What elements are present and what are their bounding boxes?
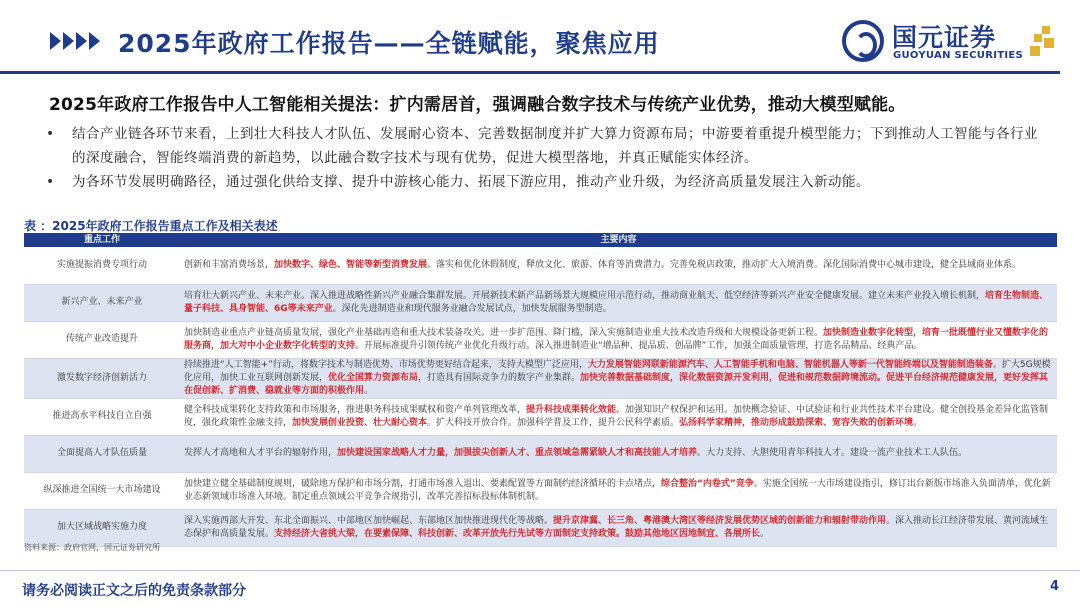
page-number: 4 (1050, 579, 1060, 594)
content-text: 持续推进“人工智能+”行动，将数字技术与制造优势、市场优势更好结合起来，支持大模型广泛应用， (184, 359, 588, 370)
row-key-work: 传统产业改造提升 (24, 321, 180, 358)
section-subtitle: 2025年政府工作报告中人工智能相关提法：扩内需居首，强调融合数字技术与传统产业优势，推动大模型赋能。 (49, 95, 906, 115)
row-key-work: 全面提高人才队伍质量 (24, 435, 180, 472)
highlighted-text: 培育生物制造、量子科技、具身智能、6G等未来产业 (184, 290, 1049, 314)
footer-divider (0, 570, 1080, 571)
row-main-content (180, 358, 1057, 398)
row-key-work: 加大区域战略实施力度 (24, 509, 180, 546)
content-text: 。 (913, 417, 923, 428)
table-row (24, 435, 1057, 472)
table-caption: 表 ：2025年政府工作报告重点工作及相关表述 (24, 219, 278, 233)
content-text: 培育壮大新兴产业、未来产业。深入推进战略性新兴产业融合集群发展。开展新技术新产品新场景大规模应用示范行动，推动商业航天、低空经济等新兴产业安全健康发展。建立未来产业投入增长机制， (184, 290, 986, 301)
content-text: 。大力支持、大胆使用青年科技人才。建设一流产业技术工人队伍。 (697, 448, 968, 458)
header-divider (0, 71, 1060, 74)
row-main-content (180, 284, 1057, 321)
highlighted-text: 加快制造业数字化转型，培育一批既懂行业又懂数字化的服务商，加大对中小企业数字化转型的支持 (184, 327, 1049, 351)
table-row (24, 398, 1057, 435)
table-row (24, 284, 1057, 321)
table-row (24, 472, 1057, 509)
content-text: 加快制造业重点产业链高质量发展，强化产业基础再造和重大技术装备攻关。进一步扩范围、降门槛，深入实施制造业重大技术改造升级和大规模设备更新工程。 (184, 327, 824, 338)
source-note: 资料来源：政府官网、国元证券研究所 (24, 543, 160, 552)
content-text: 。落实和优化休假制度，释放文化、旅游、体育等消费潜力。完善免税店政策，推动扩大入境消费。深化国际消费中心城市建设，健全县域商业体系。 (427, 259, 1022, 270)
content-text: 。 (760, 528, 770, 539)
content-text: 。扩大科技开放合作。加强科学普及工作，提升公民科学素质。 (427, 417, 680, 428)
page-title: 2025年政府工作报告——全链赋能，聚焦应用 (118, 29, 660, 58)
row-main-content (180, 509, 1057, 546)
row-main-content (180, 247, 1057, 284)
table-row (24, 247, 1057, 284)
highlighted-text: 优化全国算力资源布局 (328, 372, 419, 383)
row-main-content (180, 321, 1057, 358)
highlighted-text: 弘扬科学家精神，推动形成鼓励探索、宽容失败的创新环境 (679, 417, 914, 428)
content-text: 。实施全国统一大市场建设指引，修订出台新版市场准入负面清单，优化新业态新领域市场准入环境。制定重点领域公平竞争合规指引，改革完善招标投标体制机制。 (184, 478, 1051, 502)
table-row (24, 358, 1057, 398)
highlighted-text: 加快建设国家战略人才力量，加强拔尖创新人才、重点领域急需紧缺人才和高技能人才培养 (337, 448, 698, 458)
row-key-work: 推进高水平科技自立自强 (24, 398, 180, 435)
company-logo (842, 16, 1057, 66)
row-key-work: 纵深推进全国统一大市场建设 (24, 472, 180, 509)
logo-english-name: GUOYUAN SECURITIES (893, 50, 1024, 61)
row-key-work: 新兴产业、未来产业 (24, 284, 180, 321)
highlighted-text: 提升京津冀、长三角、粤港澳大湾区等经济发展优势区域的创新能力和辐射带动作用 (553, 515, 887, 526)
content-text: 深入实施西部大开发、东北全面振兴、中部地区加快崛起、东部地区加快推进现代化等战略。 (184, 515, 554, 526)
disclaimer-text: 请务必阅读正文之后的免责条款部分 (22, 583, 246, 599)
content-text: 发挥人才高地和人才平台的辐射作用， (184, 448, 338, 458)
highlighted-text: 加快数字、绿色、智能等新型消费发展 (274, 259, 428, 270)
content-text: 。加强知识产权保护和运用。加快概念验证、中试验证和行业共性技术平台建设。健全创投基金差异化监管制度，强化政策性金融支持， (184, 404, 1049, 428)
content-text: 。开展标准提升引领传统产业优化升级行动。深入推进制造业“增品种、提品质、创品牌”工作，加强全面质量管理，打造名品精品、经典产品。 (355, 340, 923, 351)
highlighted-text: 提升科技成果转化效能 (526, 404, 617, 415)
row-main-content (180, 435, 1057, 472)
highlighted-text: 加快发展创业投资、壮大耐心资本 (292, 417, 428, 428)
logo-emblem-icon (842, 20, 884, 62)
chevron-arrows-icon (50, 32, 102, 50)
highlighted-text: 加快完善数据基础制度，深化数据资源开发利用，促进和规范数据跨境流动。促进平台经济规范健康发展，更好发挥其在促创新、扩消费、稳就业等方面的积极作用 (184, 372, 1049, 396)
highlighted-text: 综合整治“内卷式”竞争 (661, 478, 754, 489)
row-key-work: 激发数字经济创新活力 (24, 358, 180, 398)
content-text: 加快建立健全基础制度规则，破除地方保护和市场分割，打通市场准入退出、要素配置等方面制约经济循环的卡点堵点， (184, 478, 662, 489)
content-text: 创新和丰富消费场景， (184, 259, 275, 270)
highlighted-text: 大力发展智能网联新能源汽车、人工智能手机和电脑、智能机器人等新一代智能终端以及智能制造装备 (587, 359, 993, 370)
row-main-content (180, 398, 1057, 435)
row-main-content (180, 472, 1057, 509)
content-text: 。深入推动长江经济带发展、黄河流域生态保护和高质量发展。 (184, 515, 1049, 539)
bullet-list (44, 122, 1044, 194)
table-row (24, 321, 1057, 358)
bullet-item: • 结合产业链各环节来看，上到壮大科技人才队伍、发展耐心资本、完善数据制度并扩大算力资源布局；中游要着重提升模型能力；下到推动人工智能与各行业的深度融合，智能终端消费的新趋势，以此融合数字技术与现有优势，促进大模型落地，并真正赋能实体经济。 (44, 122, 1044, 170)
logo-gold-mark-icon (1030, 26, 1054, 58)
content-text: 。深化先进制造业和现代服务业融合发展试点，加快发展服务型制造。 (332, 303, 612, 314)
content-text: ，打造具有国际竞争力的数字产业集群。 (418, 372, 581, 383)
page-header (0, 0, 1080, 82)
column-header-main-content: 主要内容 (180, 233, 1057, 247)
bullet-item: • 为各环节发展明确路径，通过强化供给支撑、提升中游核心能力、拓展下游应用，推动产业升级，为经济高质量发展注入新动能。 (44, 170, 1044, 194)
content-text: 。 (364, 385, 374, 396)
highlighted-text: 支持经济大省挑大梁，在要素保障、科技创新、改革开放先行先试等方面制定支持政策。鼓励其他地区因地制宜、各展所长 (274, 528, 761, 539)
column-header-key-work: 重点工作 (24, 233, 180, 247)
content-text: 健全科技成果转化支持政策和市场服务，推进职务科技成果赋权和资产单列管理改革， (184, 404, 527, 415)
logo-chinese-name: 国元证券 (892, 23, 997, 52)
content-text: 。扩大5G规模化应用，加快工业互联网创新发展， (184, 359, 1051, 383)
row-key-work: 实施提振消费专项行动 (24, 247, 180, 284)
table-header-row (24, 233, 1057, 247)
key-work-table (24, 233, 1057, 547)
table-row (24, 509, 1057, 546)
